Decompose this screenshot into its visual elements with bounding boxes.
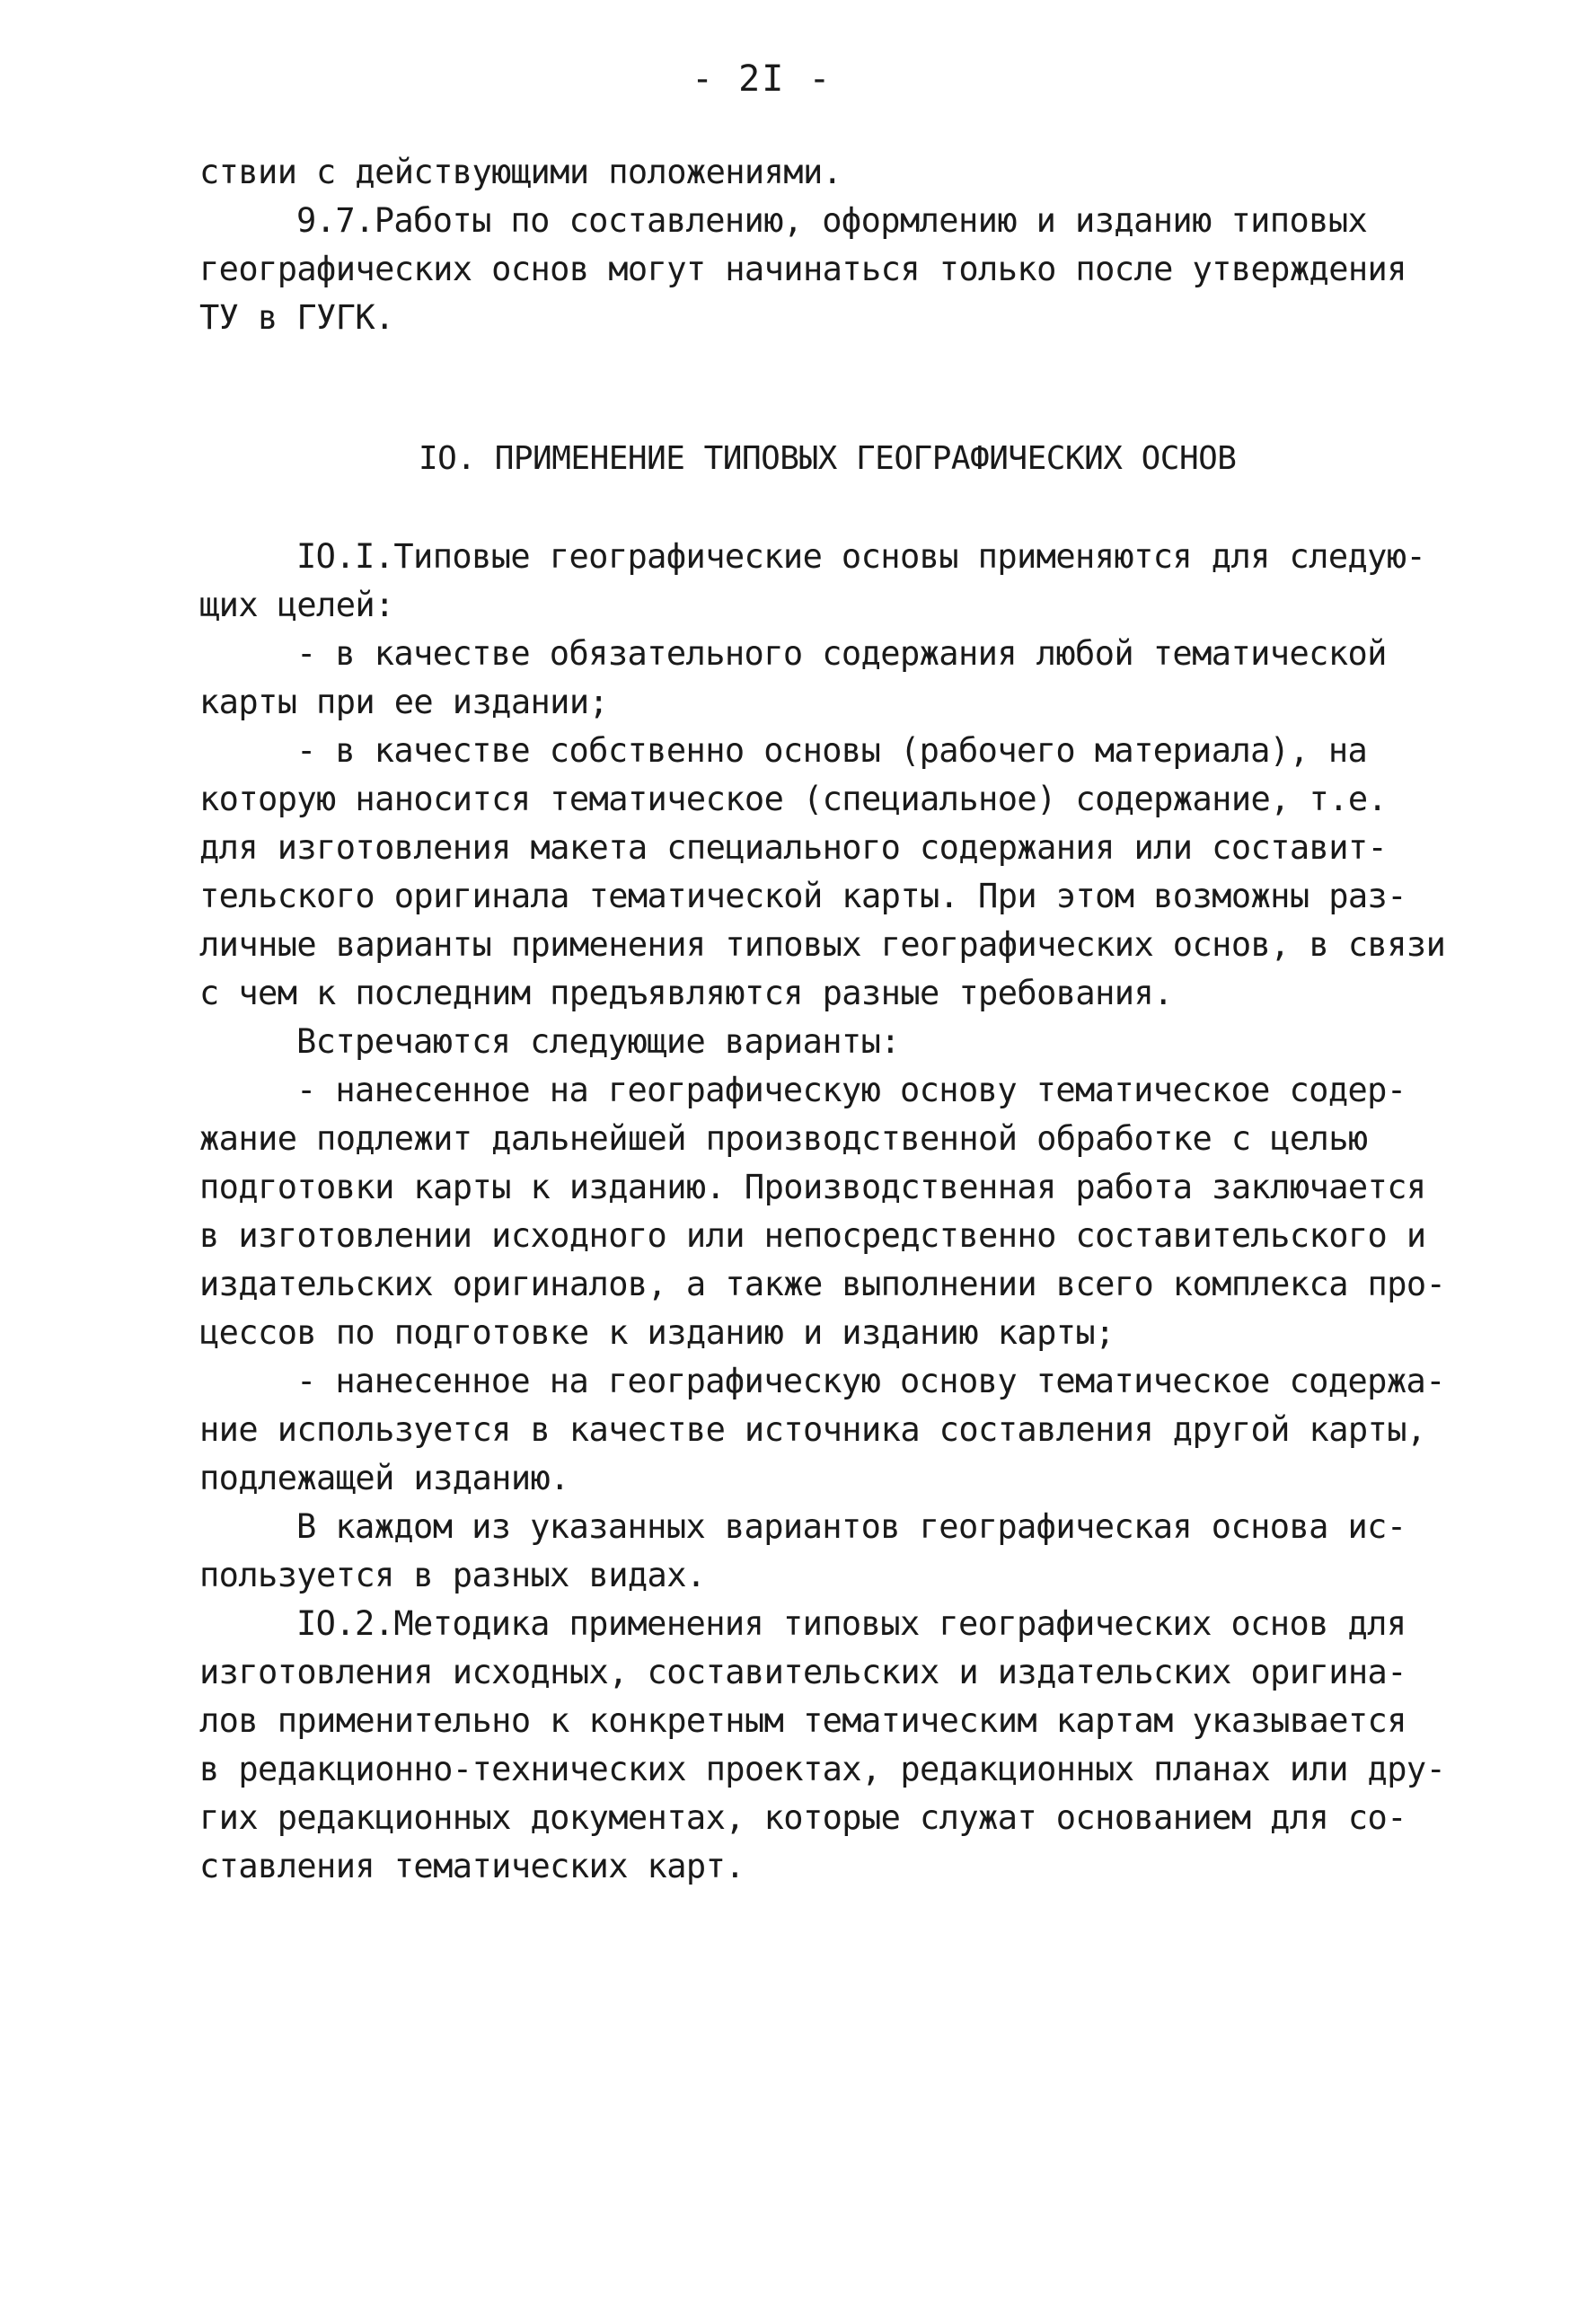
text-line: IO.I.Типовые географические основы применяются для следую- — [296, 537, 1426, 576]
text-line: гих редакционных документах, которые служат основанием для со- — [199, 1798, 1406, 1837]
text-line: для изготовления макета специального содержания или составит- — [199, 828, 1388, 867]
text-line: - в качестве собственно основы (рабочего материала), на — [296, 731, 1368, 770]
text-line: подготовки карты к изданию. Производственная работа заключается — [199, 1168, 1426, 1206]
text-line: ствии с действующими положениями. — [199, 153, 842, 191]
text-line: тельского оригинала тематической карты. При этом возможны раз- — [199, 877, 1406, 915]
text-line: в редакционно-технических проектах, редакционных планах или дру- — [199, 1750, 1446, 1788]
text-line: - нанесенное на географическую основу тематическое содержа- — [296, 1362, 1445, 1400]
text-line: издательских оригиналов, а также выполнении всего комплекса про- — [199, 1265, 1446, 1303]
text-line: которую наносится тематическое (специальное) содержание, т.е. — [199, 780, 1388, 818]
text-line: Встречаются следующие варианты: — [296, 1022, 900, 1061]
text-line: географических основ могут начинаться только после утверждения — [199, 250, 1406, 288]
text-line: пользуется в разных видах. — [199, 1556, 706, 1594]
text-line: подлежащей изданию. — [199, 1459, 569, 1497]
text-line: цессов по подготовке к изданию и изданию карты; — [199, 1313, 1115, 1352]
text-line: В каждом из указанных вариантов географическая основа ис- — [296, 1507, 1406, 1546]
text-line: изготовления исходных, составительских и издательских оригина- — [199, 1653, 1406, 1691]
text-line: ставления тематических карт. — [199, 1847, 745, 1885]
text-line: - в качестве обязательного содержания любой тематической — [296, 634, 1387, 673]
text-line: карты при ее издании; — [199, 683, 609, 721]
text-line: - нанесенное на географическую основу тематическое содер- — [296, 1071, 1406, 1109]
text-line: 9.7.Работы по составлению, оформлению и изданию типовых — [296, 201, 1368, 240]
page-number: - 2I - — [692, 58, 833, 100]
text-line: ние используется в качестве источника составления другой карты, — [199, 1410, 1426, 1449]
text-line: щих целей: — [199, 586, 394, 624]
text-line: личные варианты применения типовых географических основ, в связи — [199, 925, 1446, 964]
text-line: ТУ в ГУГК. — [199, 298, 394, 337]
text-line: с чем к последним предъявляются разные требования. — [199, 974, 1173, 1012]
section-heading: IO. ПРИМЕНЕНИЕ ТИПОВЫХ ГЕОГРАФИЧЕСКИХ ОСНОВ — [419, 440, 1237, 477]
text-line: IO.2.Методика применения типовых географических основ для — [296, 1604, 1406, 1643]
text-line: в изготовлении исходного или непосредственно составительского и — [199, 1216, 1426, 1255]
text-line: лов применительно к конкретным тематическим картам указывается — [199, 1701, 1406, 1740]
text-line: жание подлежит дальнейшей производственной обработке с целью — [199, 1119, 1368, 1158]
